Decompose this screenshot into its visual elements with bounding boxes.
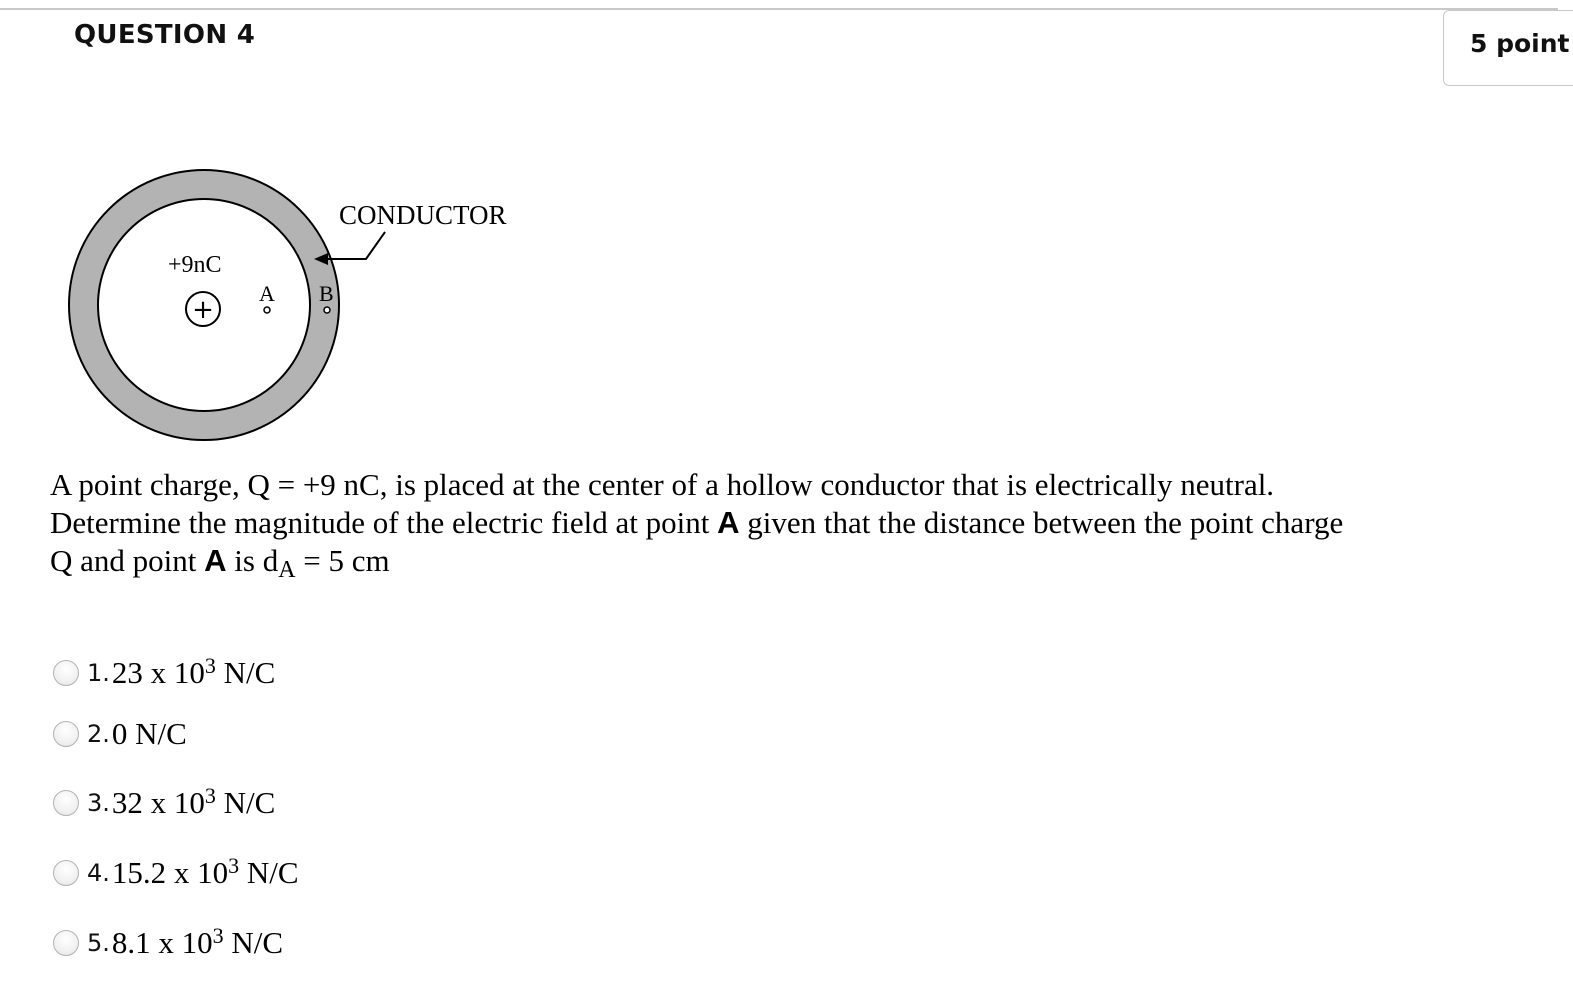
option-number: 2. [87, 720, 110, 748]
option-number: 1. [87, 659, 110, 687]
question-line-2: Determine the magnitude of the electric field at point A given that the distance between the point charge [50, 505, 1344, 540]
radio-button[interactable] [53, 790, 79, 816]
point-b-label: B [319, 281, 334, 306]
answer-option-3[interactable] [53, 785, 275, 821]
option-number: 4. [87, 859, 110, 887]
option-text: 23 x $10^3$ N/C [111, 653, 276, 690]
conductor-diagram [0, 0, 560, 450]
option-text: 32 x $10^3$ N/C [111, 783, 276, 820]
answer-option-1[interactable] [53, 655, 275, 691]
point-a-label: A [259, 281, 275, 306]
question-line-1: A point charge, Q = +9 nC, is placed at the center of a hollow conductor that is electrically neutral. [50, 467, 1275, 502]
option-text: 8.1 x $10^3$ N/C [111, 923, 284, 960]
question-line-3: Q and point A is $d_A = 5$ cm [50, 543, 390, 583]
option-number: 3. [87, 789, 110, 817]
option-text: 15.2 x $10^3$ N/C [111, 853, 299, 890]
points-box [1443, 10, 1573, 86]
conductor-pointer-line [322, 232, 385, 259]
point-b-marker [324, 307, 330, 313]
radio-button[interactable] [53, 930, 79, 956]
point-a-marker [264, 307, 270, 313]
question-title: QUESTION 4 [74, 20, 256, 50]
plus-symbol: + [192, 295, 214, 325]
conductor-label: CONDUCTOR [339, 200, 507, 230]
answer-option-4[interactable] [53, 855, 299, 891]
answer-option-5[interactable] [53, 925, 283, 961]
question-text [50, 466, 1450, 583]
option-text: 0 N/C [111, 716, 187, 751]
radio-button[interactable] [53, 721, 79, 747]
points-label: 5 point [1470, 29, 1570, 58]
radio-button[interactable] [53, 860, 79, 886]
charge-label: +9nC [168, 252, 222, 278]
point-a-emphasis: A [717, 505, 740, 540]
option-number: 5. [87, 929, 110, 957]
answer-option-2[interactable] [53, 716, 187, 752]
radio-button[interactable] [53, 660, 79, 686]
point-a-emphasis: A [204, 543, 227, 578]
